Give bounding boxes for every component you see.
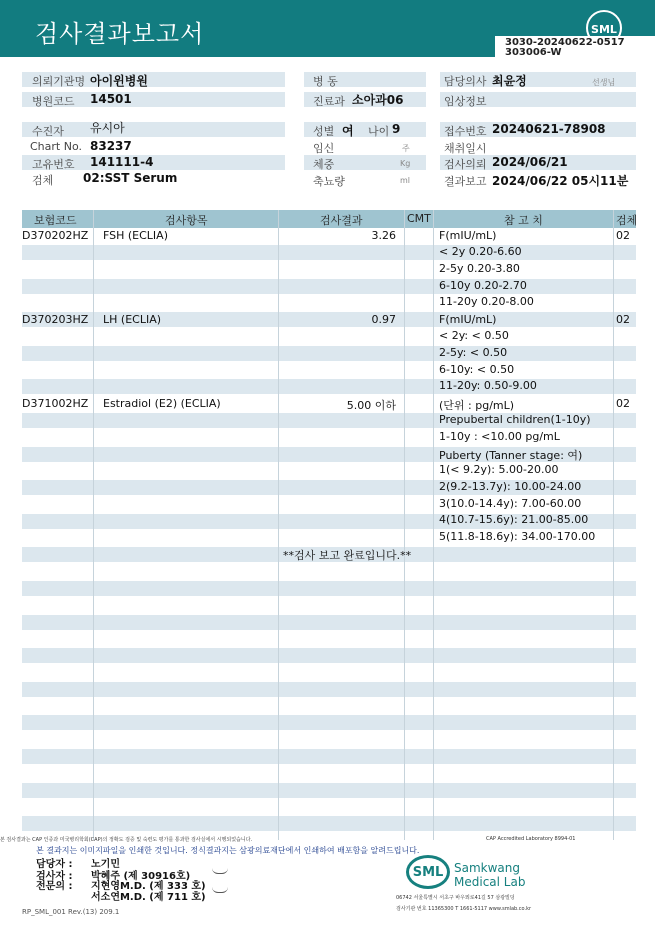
table-stripe <box>22 648 636 663</box>
row-e2-ref: Puberty (Tanner stage: 여) <box>439 449 583 462</box>
request-value: 2024/06/21 <box>492 155 568 169</box>
pregnancy-label: 임신 <box>313 142 335 155</box>
accession-label: 접수번호 <box>444 125 487 138</box>
col-header-item: 검사항목 <box>165 214 208 227</box>
row-e2-ref: (단위 : pg/mL) <box>439 399 515 412</box>
patient-label: 수진자 <box>32 125 64 138</box>
sex-label: 성별 <box>313 125 335 138</box>
table-stripe <box>22 581 636 596</box>
accession-value: 20240621-78908 <box>492 122 606 136</box>
row-e2-ref: Prepubertal children(1-10y) <box>439 413 591 426</box>
row-lh-ref: 11-20y: 0.50-9.00 <box>439 379 537 392</box>
row-e2-item: Estradiol (E2) (ECLIA) <box>103 397 221 410</box>
col-header-result: 검사결과 <box>320 214 363 227</box>
doctor-label: 담당의사 <box>444 75 487 88</box>
row-fsh-result: 3.26 <box>371 229 396 242</box>
clinical-label: 임상정보 <box>444 95 487 108</box>
chart-label: Chart No. <box>30 140 82 153</box>
specimen-value: 02:SST Serum <box>83 171 178 185</box>
receipt-number: 3030-20240622-0517 <box>505 37 625 48</box>
ward-label: 병 동 <box>313 75 338 88</box>
lab-name-line2: Medical Lab <box>454 875 526 889</box>
signature-icon <box>212 868 228 874</box>
sml-logo-icon: SML <box>406 855 450 889</box>
report-value: 2024/06/22 05시11분 <box>492 174 629 188</box>
row-e2-ref: 1(< 9.2y): 5.00-20.00 <box>439 463 559 476</box>
lab-contact: 검사기관 번호 11365300 T 1661-5117 www.smlab.co.kr <box>396 906 532 912</box>
col-divider <box>404 210 405 840</box>
signer-value: 노기민 <box>91 859 120 870</box>
table-stripe <box>22 783 636 798</box>
signer-value: 지현영M.D. (제 333 호) <box>91 881 206 892</box>
col-header-specimen: 검체 <box>616 214 638 227</box>
cap-notice: 본 검사결과는 CAP 인증과 미국병리학회(CAP)의 정확도 검증 및 숙련도 평가를 통과한 검사실에서 시행되었습니다. <box>0 837 253 843</box>
table-stripe <box>22 379 636 394</box>
table-stripe <box>22 749 636 764</box>
col-divider <box>93 210 94 840</box>
col-divider <box>278 210 279 840</box>
col-divider <box>433 210 434 840</box>
print-notice: 본 결과지는 이미지파일을 인쇄한 것입니다. 정식결과지는 삼광의료재단에서 인쇄하여 배포함을 알려드립니다. <box>36 846 420 855</box>
row-e2-ref: 5(11.8-18.6y): 34.00-170.00 <box>439 530 596 543</box>
id-value: 141111-4 <box>90 155 154 169</box>
hospital-code-label: 병원코드 <box>32 95 75 108</box>
signer-value: 박혜주 (제 30916호) <box>91 871 191 882</box>
table-stripe <box>22 245 636 260</box>
sex-value: 여 <box>342 124 354 138</box>
row-e2-specimen: 02 <box>616 397 630 410</box>
table-stripe <box>22 682 636 697</box>
id-label: 고유번호 <box>32 158 75 171</box>
row-e2-ref: 3(10.0-14.4y): 7.00-60.00 <box>439 497 582 510</box>
row-lh-item: LH (ECLIA) <box>103 313 162 326</box>
col-header-cmt: CMT <box>407 212 431 225</box>
doctor-value: 최윤정 <box>492 74 527 88</box>
collect-label: 채취일시 <box>444 142 487 155</box>
row-lh-result: 0.97 <box>371 313 396 326</box>
row-fsh-item: FSH (ECLIA) <box>103 229 168 242</box>
table-stripe <box>22 346 636 361</box>
row-fsh-ref: 2-5y 0.20-3.80 <box>439 262 520 275</box>
table-stripe <box>22 615 636 630</box>
table-stripe <box>22 715 636 730</box>
row-e2-ref: 4(10.7-15.6y): 21.00-85.00 <box>439 513 589 526</box>
patient-value: 유시아 <box>90 121 125 135</box>
age-value: 9 <box>392 122 401 136</box>
specimen-label: 검체 <box>32 174 54 187</box>
row-fsh-code: D370202HZ <box>22 229 89 242</box>
sml-logo-icon: SML <box>586 10 622 46</box>
table-stripe <box>22 816 636 831</box>
row-fsh-specimen: 02 <box>616 229 630 242</box>
row-e2-ref: 1-10y : <10.00 pg/mL <box>439 430 560 443</box>
institution-value: 아이윈병원 <box>90 74 148 88</box>
dept-label: 진료과 <box>313 95 345 108</box>
row-e2-ref: 2(9.2-13.7y): 10.00-24.00 <box>439 480 582 493</box>
report-label: 결과보고 <box>444 175 487 188</box>
lab-name-line1: Samkwang <box>454 861 520 875</box>
chart-value: 83237 <box>90 139 132 153</box>
doctor-suffix: 선생님 <box>592 78 616 87</box>
completion-note: **검사 보고 완료입니다.** <box>283 549 412 562</box>
weight-label: 체중 <box>313 158 335 171</box>
hospital-code-value: 14501 <box>90 92 132 106</box>
row-lh-ref: 6-10y: < 0.50 <box>439 363 515 376</box>
receipt-subnumber: 303006-W <box>505 47 562 58</box>
dept-value: 소아과06 <box>352 93 404 107</box>
pregnancy-unit: 주 <box>402 144 410 153</box>
col-header-code: 보험코드 <box>34 214 77 227</box>
row-lh-ref: F(mIU/mL) <box>439 313 497 326</box>
lab-address: 06742 서울특별시 서초구 바우뫼로41길 57 삼광빌딩 <box>396 895 515 901</box>
row-lh-ref: < 2y: < 0.50 <box>439 329 509 342</box>
col-divider <box>613 210 614 840</box>
report-title: 검사결과보고서 <box>35 20 205 48</box>
row-fsh-ref: 11-20y 0.20-8.00 <box>439 295 534 308</box>
form-revision: RP_SML_001 Rev.(13) 209.1 <box>22 908 120 916</box>
signer-label: 전문의 : <box>36 881 73 892</box>
signature-icon <box>212 887 228 893</box>
request-label: 검사의뢰 <box>444 158 487 171</box>
row-lh-ref: 2-5y: < 0.50 <box>439 346 508 359</box>
urine-label: 축뇨량 <box>313 175 345 188</box>
table-stripe <box>22 279 636 294</box>
cap-accreditation: CAP Accredited Laboratory 8994-01 <box>486 836 576 842</box>
signer-label: 담당자 : <box>36 859 73 870</box>
urine-unit: ml <box>400 176 411 185</box>
row-fsh-ref: < 2y 0.20-6.60 <box>439 245 522 258</box>
row-fsh-ref: 6-10y 0.20-2.70 <box>439 279 527 292</box>
signer-value: 서소연M.D. (제 711 호) <box>91 892 206 903</box>
age-label: 나이 <box>368 125 390 138</box>
signer-label: 검사자 : <box>36 871 73 882</box>
weight-unit: Kg <box>400 159 411 168</box>
row-lh-specimen: 02 <box>616 313 630 326</box>
row-fsh-ref: F(mIU/mL) <box>439 229 497 242</box>
row-lh-code: D370203HZ <box>22 313 89 326</box>
row-e2-result: 5.00 이하 <box>346 399 396 412</box>
row-e2-code: D371002HZ <box>22 397 89 410</box>
col-header-reference: 참 고 치 <box>504 214 543 227</box>
institution-label: 의뢰기관명 <box>32 75 86 88</box>
